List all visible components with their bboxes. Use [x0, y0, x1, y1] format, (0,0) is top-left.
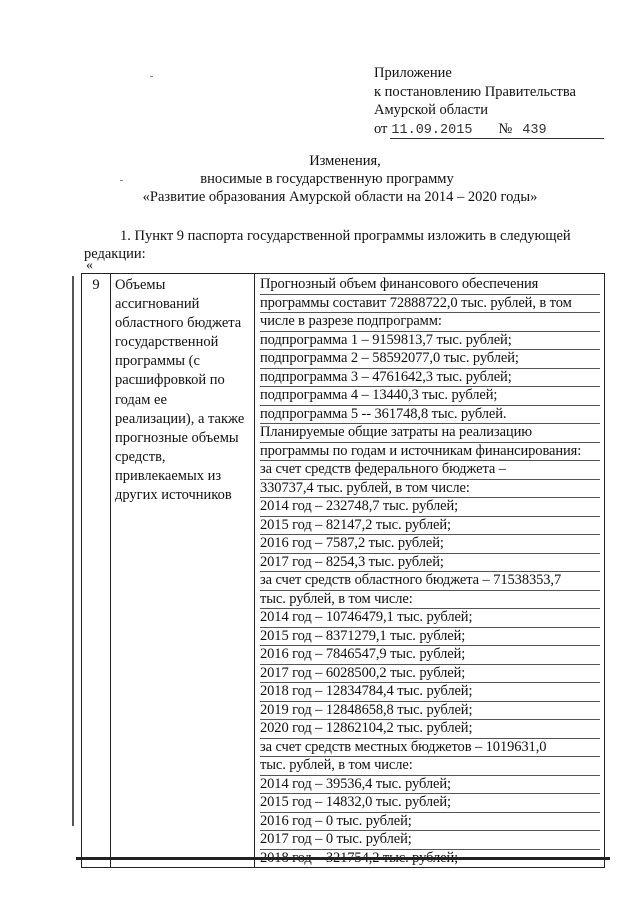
body-line: подпрограмма 3 – 4761642,3 тыс. рублей;: [260, 369, 600, 388]
scan-speck: [150, 76, 153, 77]
heading-line-3: «Развитие образования Амурской области на 2014 – 2020 годы»: [142, 189, 538, 205]
body-line: подпрограмма 2 – 58592077,0 тыс. рублей;: [260, 350, 600, 369]
label-line: расшифровкой по: [115, 372, 225, 389]
body-line: 2015 год – 14832,0 тыс. рублей;: [260, 794, 600, 813]
body-line: за счет средств федерального бюджета –: [260, 461, 600, 480]
body-line: 2020 год – 12862104,2 тыс. рублей;: [260, 720, 600, 739]
label-line: Объемы: [115, 277, 166, 293]
heading-line-2: вносимые в государственную программу: [200, 171, 454, 187]
body-lines: [260, 276, 600, 867]
passport-table: [81, 273, 605, 868]
body-line: 2018 год – 12834784,4 тыс. рублей;: [260, 683, 600, 702]
body-line: 2015 год – 82147,2 тыс. рублей;: [260, 517, 600, 536]
body-line: подпрограмма 4 – 13440,3 тыс. рублей;: [260, 387, 600, 406]
page-bottom-rule: [76, 857, 610, 860]
body-line: 2014 год – 10746479,1 тыс. рублей;: [260, 609, 600, 628]
label-line: реализации), а также: [115, 410, 245, 427]
body-line: 2014 год – 39536,4 тыс. рублей;: [260, 776, 600, 795]
intro-paragraph: 1. Пункт 9 паспорта государственной программы изложить в следующей редакции:: [84, 228, 571, 262]
body-line: подпрограмма 1 – 9159813,7 тыс. рублей;: [260, 332, 600, 351]
body-line: 2014 год – 232748,7 тыс. рублей;: [260, 498, 600, 517]
label-line: областного бюджета: [115, 315, 242, 332]
date-underline: [390, 138, 604, 139]
label-line: средств,: [115, 448, 166, 465]
body-line: 2016 год – 7587,2 тыс. рублей;: [260, 535, 600, 554]
label-line: годам ее: [115, 391, 167, 408]
body-line: за счет средств областного бюджета – 71538353,7: [260, 572, 600, 591]
date-prefix: от: [374, 120, 388, 137]
document-heading: [0, 152, 640, 206]
label-lines: [115, 276, 251, 505]
body-line: Планируемые общие затраты на реализацию: [260, 424, 600, 443]
appendix-block: [374, 64, 576, 140]
row-body-cell: [255, 274, 605, 868]
label-line: программы (с: [115, 353, 200, 370]
number-label: №: [498, 120, 513, 137]
body-line: 2019 год – 12848658,8 тыс. рублей;: [260, 702, 600, 721]
label-line: государственной: [115, 334, 219, 351]
label-line: других источников: [115, 487, 232, 504]
appendix-line-3: Амурской области: [374, 102, 488, 118]
body-line: подпрограмма 5 -- 361748,8 тыс. рублей.: [260, 406, 600, 425]
body-line: программы составит 72888722,0 тыс. рублей, в том: [260, 295, 600, 314]
document-number: 439: [522, 122, 547, 138]
body-line: тыс. рублей, в том числе:: [260, 591, 600, 610]
body-line: 2015 год – 8371279,1 тыс. рублей;: [260, 628, 600, 647]
body-line: тыс. рублей, в том числе:: [260, 757, 600, 776]
body-line: Прогнозный объем финансового обеспечения: [260, 276, 600, 295]
heading-line-1: Изменения,: [309, 153, 381, 169]
label-line: привлекаемых из: [115, 467, 222, 484]
body-line: за счет средств местных бюджетов – 1019631,0: [260, 739, 600, 758]
body-line: числе в разрезе подпрограмм:: [260, 313, 600, 332]
appendix-title: Приложение: [374, 65, 452, 81]
appendix-line-2: к постановлению Правительства: [374, 83, 576, 100]
label-line: ассигнований: [115, 296, 200, 313]
body-line: 2017 год – 6028500,2 тыс. рублей;: [260, 665, 600, 684]
body-line: 2016 год – 0 тыс. рублей;: [260, 813, 600, 832]
row-label-cell: [111, 274, 255, 868]
body-line: 2016 год – 7846547,9 тыс. рублей;: [260, 646, 600, 665]
document-date: 11.09.2015: [391, 122, 473, 138]
appendix-date-line: [374, 120, 576, 141]
body-line: программы по годам и источникам финансирования:: [260, 443, 600, 462]
table-row: [82, 274, 605, 868]
label-line: прогнозные объемы: [115, 429, 239, 446]
opening-quote: «: [86, 258, 93, 273]
body-line: 2017 год – 0 тыс. рублей;: [260, 831, 600, 850]
body-line: 2017 год – 8254,3 тыс. рублей;: [260, 554, 600, 573]
body-line: 330737,4 тыс. рублей, в том числе:: [260, 480, 600, 499]
row-number-cell: 9: [82, 274, 111, 868]
scan-left-rule: [72, 276, 74, 826]
